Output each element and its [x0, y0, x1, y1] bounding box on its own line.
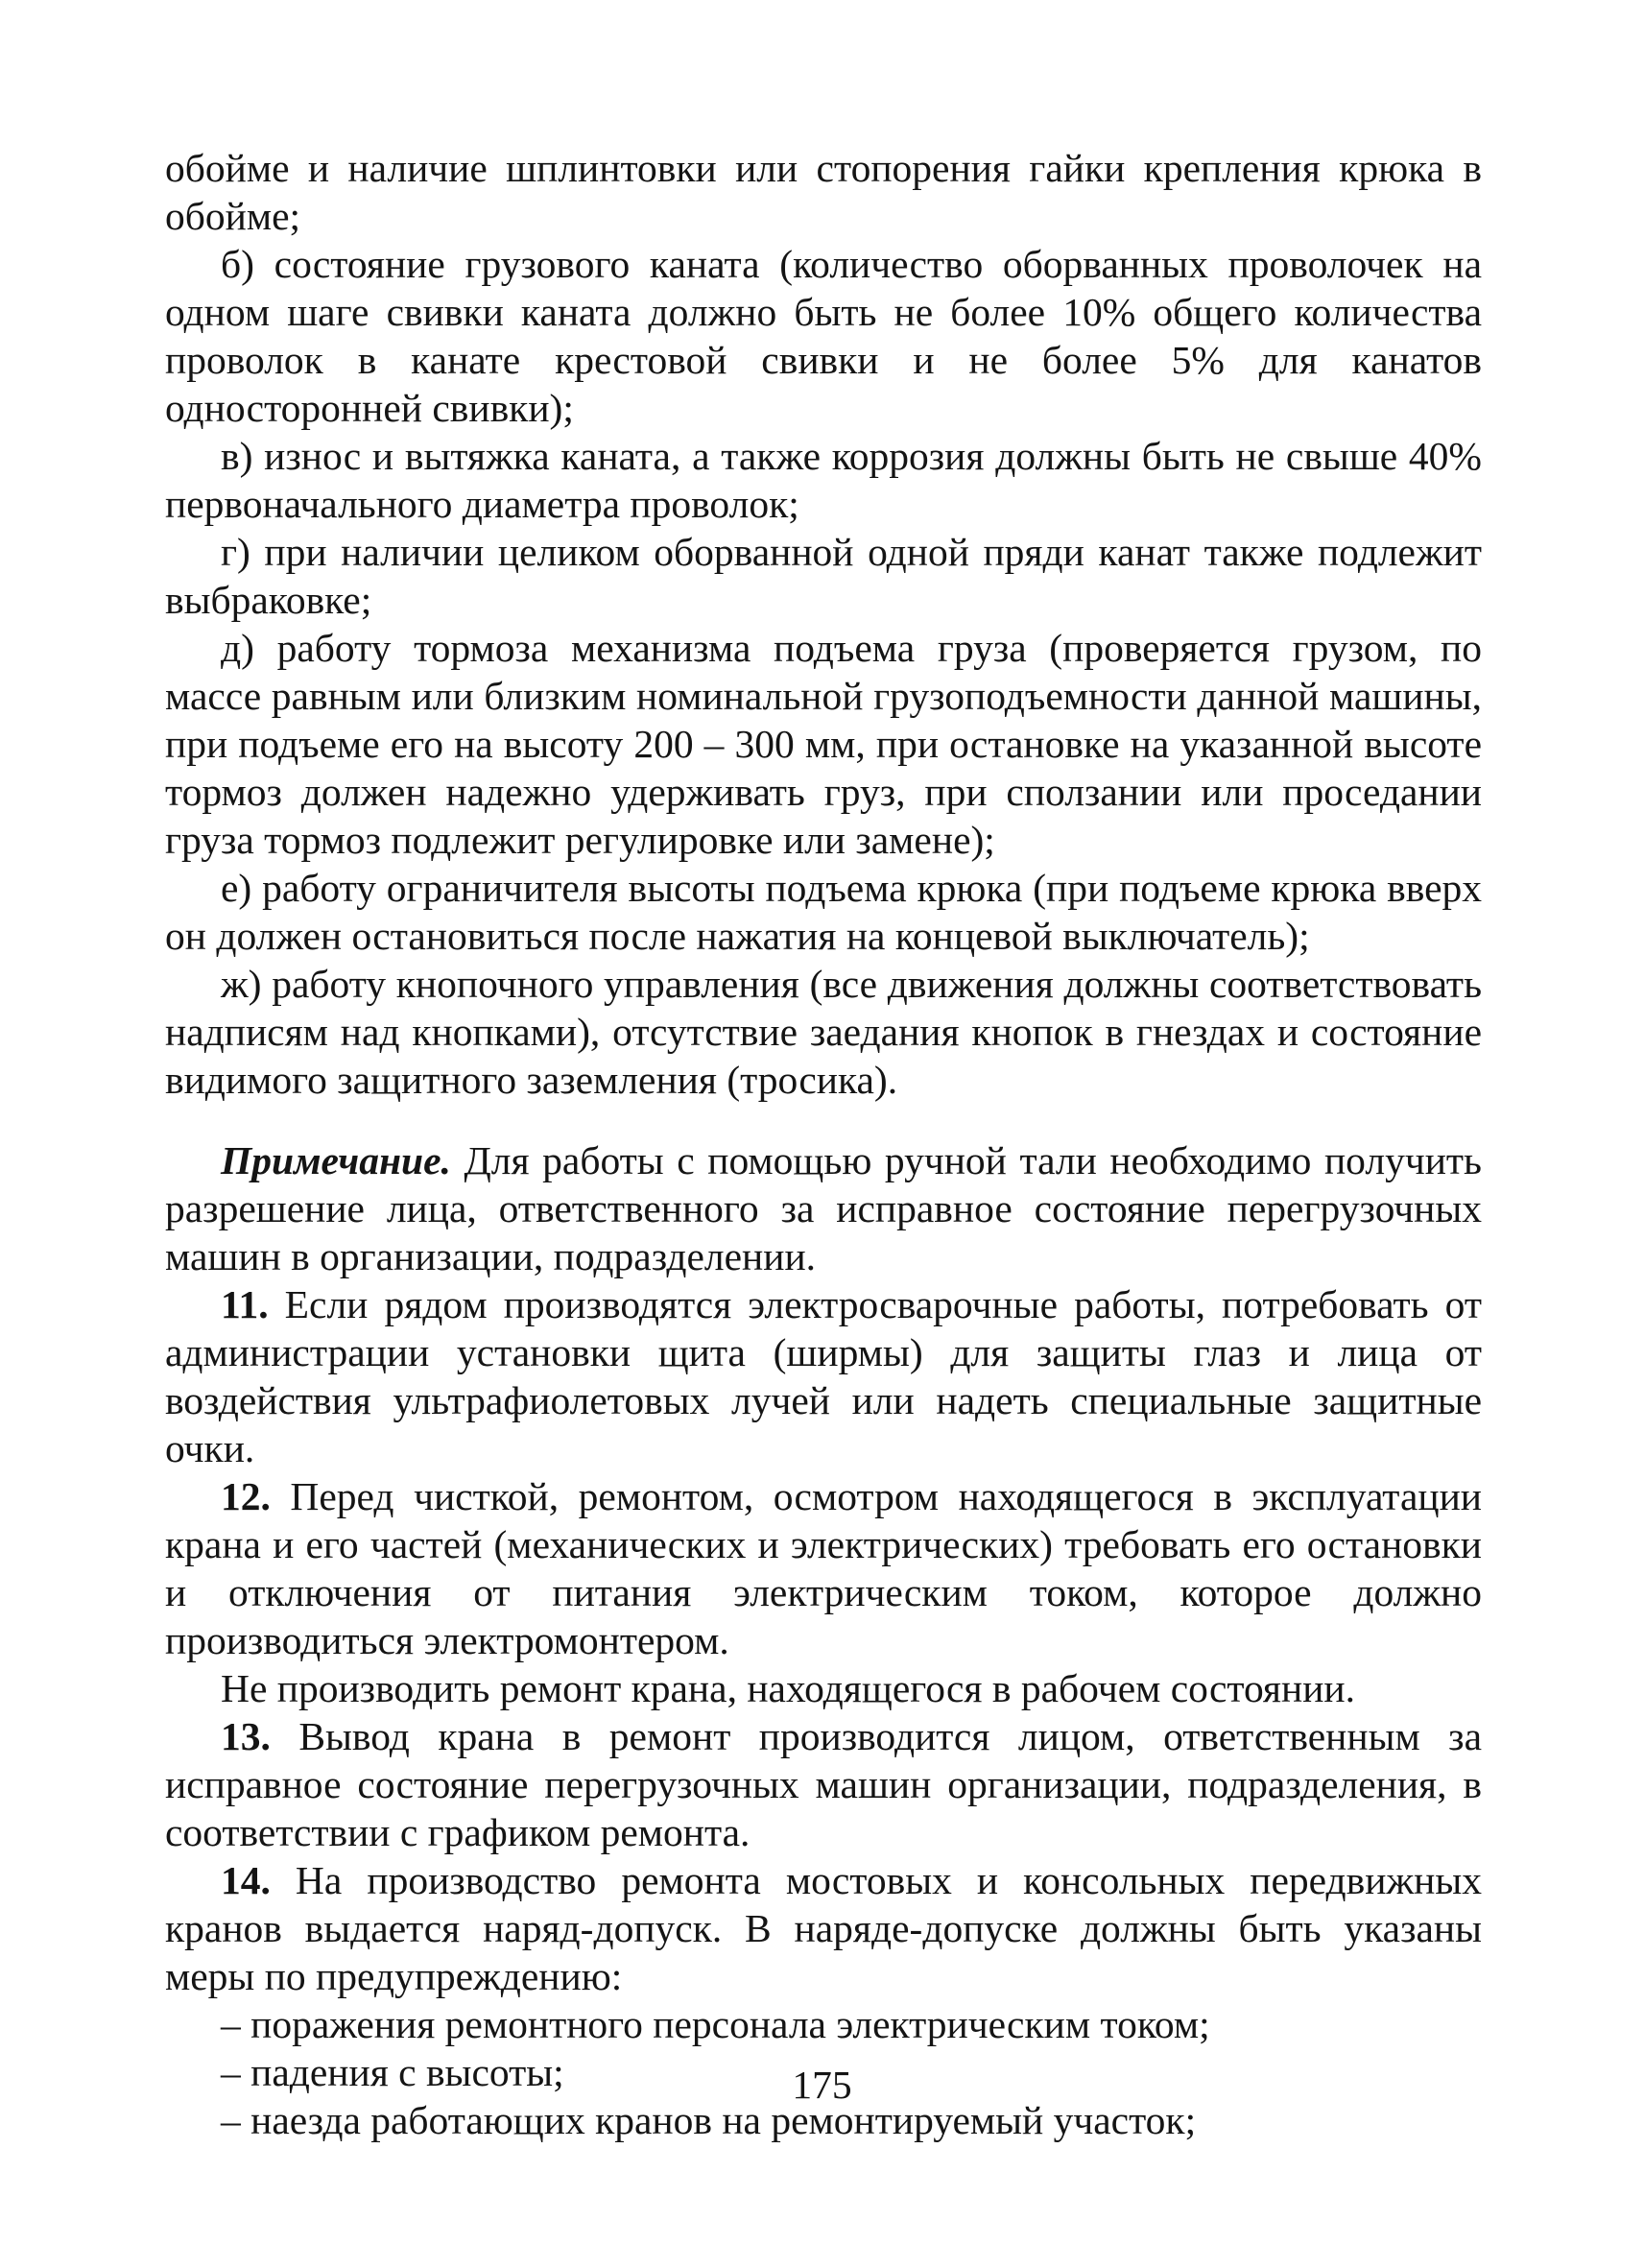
- page-body: [165, 144, 1482, 2144]
- paragraph-14: [165, 1856, 1482, 2000]
- page-number: 175: [792, 2063, 852, 2107]
- paragraph-11: [165, 1280, 1482, 1472]
- dash-item-fall: – падения с высоты;: [221, 2050, 564, 2094]
- item-number-11: 11.: [221, 1282, 269, 1326]
- dash-item-crane: – наезда работающих кранов на ремонтируемый участок;: [221, 2098, 1197, 2142]
- note-paragraph: [165, 1136, 1482, 1280]
- paragraph-12: [165, 1472, 1482, 1664]
- note-label: Примечание.: [221, 1138, 451, 1182]
- paragraph-13: [165, 1712, 1482, 1856]
- paragraph-11-text: Если рядом производятся электросварочные работы, потребовать от администрации установки щита (ширмы) для защиты глаз и лица от воздействия ультрафиолетовых лучей или надеть специальные защитные очки.: [165, 1282, 1482, 1470]
- dash-item-electric: – поражения ремонтного персонала электрическим током;: [221, 2002, 1210, 2046]
- paragraph-item-g: г) при наличии целиком оборванной одной пряди канат также подлежит выбраковке;: [165, 530, 1482, 622]
- paragraph-12-text: Перед чисткой, ремонтом, осмотром находящегося в эксплуатации крана и его частей (механических и электрических) требовать его остановки и отключения от питания электрическим током, которое должно производиться электромонтером.: [165, 1474, 1482, 1662]
- paragraph-13-text: Вывод крана в ремонт производится лицом, ответственным за исправное состояние перегрузочных машин организации, подразделения, в соответствии с графиком ремонта.: [165, 1714, 1482, 1854]
- paragraph-item-zh: ж) работу кнопочного управления (все движения должны соответствовать надписям над кнопками), отсутствие заедания кнопок в гнездах и состояние видимого защитного заземления (тросика).: [165, 962, 1482, 1102]
- paragraph-continuation: обойме и наличие шплинтовки или стопорения гайки крепления крюка в обойме;: [165, 146, 1482, 238]
- paragraph-14-text: На производство ремонта мостовых и консольных передвижных кранов выдается наряд-допуск. В наряде-допуске должны быть указаны меры по предупреждению:: [165, 1858, 1482, 1998]
- paragraph-item-e: е) работу ограничителя высоты подъема крюка (при подъеме крюка вверх он должен остановиться после нажатия на концевой выключатель);: [165, 866, 1482, 958]
- paragraph-item-b: б) состояние грузового каната (количество оборванных проволочек на одном шаге свивки каната должно быть не более 10% общего количества проволок в канате крестовой свивки и не более 5% для канатов односторонней свивки);: [165, 242, 1482, 430]
- paragraph-item-d: д) работу тормоза механизма подъема груза (проверяется грузом, по массе равным или близким номинальной грузоподъемности данной машины, при подъеме его на высоту 200 – 300 мм, при остановке на указанной высоте тормоз должен надежно удерживать груз, при сползании или проседании груза тормоз подлежит регулировке или замене);: [165, 626, 1482, 862]
- item-number-12: 12.: [221, 1474, 271, 1518]
- item-number-13: 13.: [221, 1714, 271, 1758]
- paragraph-item-v: в) износ и вытяжка каната, а также коррозия должны быть не свыше 40% первоначального диаметра проволок;: [165, 434, 1482, 526]
- paragraph-12-followup: Не производить ремонт крана, находящегося в рабочем состоянии.: [221, 1666, 1356, 1710]
- item-number-14: 14.: [221, 1858, 271, 1902]
- note-text: Для работы с помощью ручной тали необходимо получить разрешение лица, ответственного за исправное состояние перегрузочных машин в организации, подразделении.: [165, 1138, 1482, 1278]
